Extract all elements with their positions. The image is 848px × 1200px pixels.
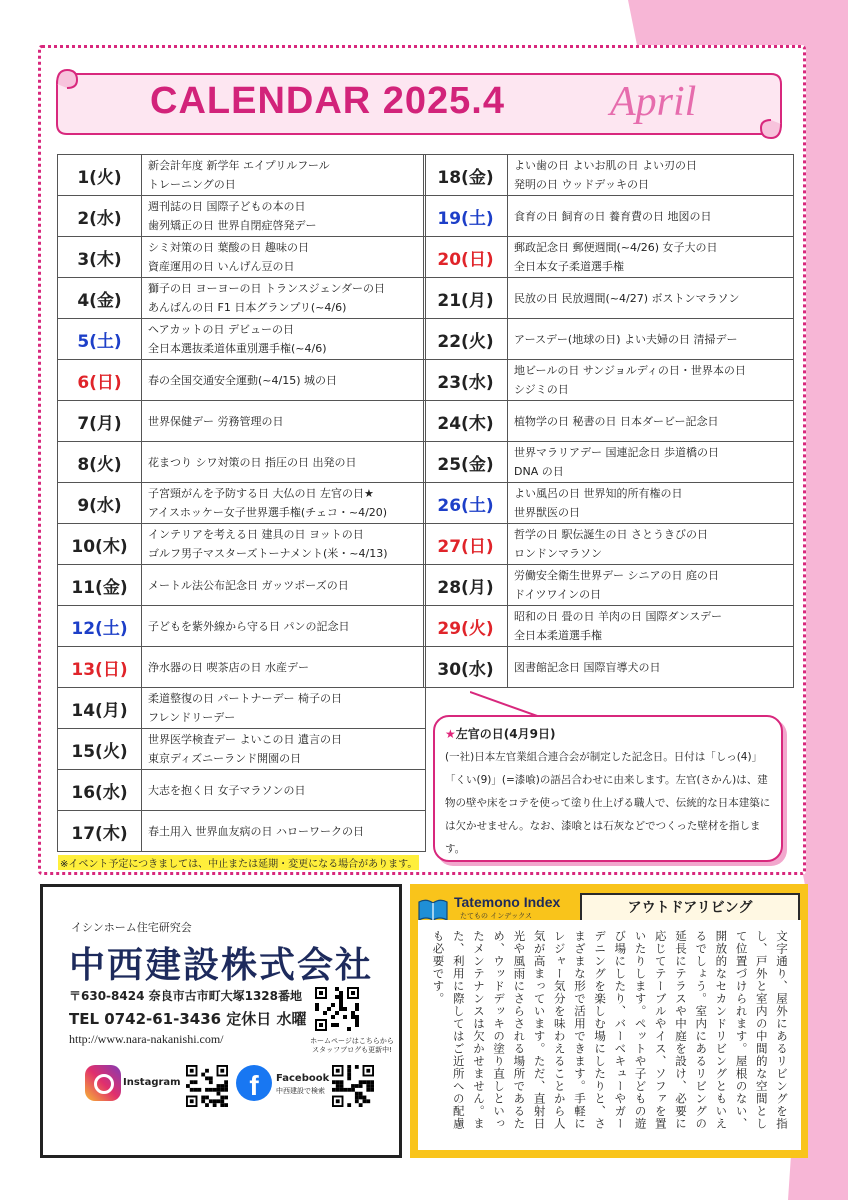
calendar-day: 24(木) xyxy=(424,401,508,442)
calendar-row xyxy=(58,524,426,565)
event-line: 東京ディズニーランド開園の日 xyxy=(148,752,302,765)
bubble-body: (一社)日本左官業組合連合会が制定した記念日。日付は「しっ(4)」「くい(9)」(=漆喰)の語呂合わせに由来します。左官(さかん)は、建物の壁や床をコテを使って塗り仕上げる職人で、伝統的な日本建築には欠かせません。なお、漆喰とは石灰などでつくった壁材を指します。 xyxy=(445,751,771,855)
calendar-row xyxy=(58,442,426,483)
company-tel: TEL 0742-61-3436 定休日 水曜 xyxy=(69,1010,307,1028)
calendar-day: 29(火) xyxy=(424,606,508,647)
tatemono-index-box xyxy=(410,884,808,1158)
calendar-day: 19(土) xyxy=(424,196,508,237)
event-line: 歯列矯正の日 世界自閉症啓発デー xyxy=(148,219,317,232)
event-line: 週刊誌の日 国際子どもの本の日 xyxy=(148,200,306,213)
calendar-row xyxy=(424,524,794,565)
event-line: メートル法公布記念日 ガッツポーズの日 xyxy=(148,578,349,592)
instagram-icon[interactable] xyxy=(85,1065,121,1101)
calendar-events xyxy=(508,155,794,196)
calendar-row xyxy=(424,565,794,606)
calendar-day: 16(水) xyxy=(58,770,142,811)
calendar-left-table xyxy=(57,154,426,852)
calendar-events xyxy=(142,688,426,729)
calendar-events xyxy=(508,237,794,278)
event-line: 花まつり シワ対策の日 指圧の日 出発の日 xyxy=(148,455,357,469)
event-line: 全日本柔道選手権 xyxy=(514,629,602,642)
calendar-row xyxy=(58,811,426,852)
facebook-text: Facebook xyxy=(276,1073,330,1084)
calendar-events xyxy=(508,319,794,360)
calendar-events xyxy=(142,606,426,647)
calendar-row xyxy=(58,278,426,319)
calendar-banner xyxy=(55,66,785,142)
homepage-qr-icon[interactable] xyxy=(315,987,359,1031)
event-line: 子宮頸がんを予防する日 大仏の日 左官の日★ xyxy=(148,487,374,500)
calendar-events xyxy=(508,606,794,647)
company-address: 〒630-8424 奈良市古市町大塚1328番地 xyxy=(69,989,303,1003)
event-line: 世界獣医の日 xyxy=(514,506,580,519)
calendar-row xyxy=(424,319,794,360)
calendar-row xyxy=(58,606,426,647)
calendar-events xyxy=(142,278,426,319)
event-line: ゴルフ男子マスターズトーナメント(米・~4/13) xyxy=(148,547,388,560)
sakan-day-bubble xyxy=(433,715,783,862)
calendar-day: 27(日) xyxy=(424,524,508,565)
calendar-events xyxy=(142,155,426,196)
calendar-events xyxy=(508,401,794,442)
event-line: 世界マラリアデー 国連記念日 歩道橋の日 xyxy=(514,446,719,459)
event-line: フレンドリーデー xyxy=(148,711,236,724)
calendar-events xyxy=(142,811,426,852)
calendar-day: 1(火) xyxy=(58,155,142,196)
calendar-row xyxy=(58,770,426,811)
company-url[interactable]: http://www.nara-nakanishi.com/ xyxy=(69,1032,224,1046)
calendar-events xyxy=(142,319,426,360)
calendar-row xyxy=(58,237,426,278)
event-note: ※イベント予定につきましては、中止または延期・変更になる場合があります。 xyxy=(58,855,419,870)
instagram-label: Instagram xyxy=(123,1077,181,1088)
event-line: 世界保健デー 労務管理の日 xyxy=(148,414,284,428)
calendar-row xyxy=(424,155,794,196)
calendar-events xyxy=(508,565,794,606)
calendar-day: 15(火) xyxy=(58,729,142,770)
event-line: 植物学の日 秘書の日 日本ダービー記念日 xyxy=(514,414,719,428)
calendar-day: 25(金) xyxy=(424,442,508,483)
calendar-events xyxy=(508,647,794,688)
bubble-title xyxy=(445,725,771,742)
calendar-row xyxy=(424,606,794,647)
calendar-row xyxy=(58,647,426,688)
calendar-day: 5(土) xyxy=(58,319,142,360)
calendar-row xyxy=(58,483,426,524)
banner-month: April xyxy=(610,79,697,125)
event-line: 浄水器の日 喫茶店の日 水産デー xyxy=(148,660,309,674)
tatemono-body-area xyxy=(418,920,801,1150)
facebook-label xyxy=(276,1073,329,1097)
company-name: 中西建設株式会社 xyxy=(69,945,374,986)
calendar-day: 23(水) xyxy=(424,360,508,401)
calendar-row xyxy=(58,565,426,606)
event-line: シミ対策の日 葉酸の日 趣味の日 xyxy=(148,241,309,254)
instagram-qr-icon[interactable] xyxy=(186,1065,228,1107)
calendar-day: 3(木) xyxy=(58,237,142,278)
event-line: ドイツワインの日 xyxy=(514,588,602,601)
calendar-events xyxy=(508,524,794,565)
calendar-row xyxy=(424,483,794,524)
event-line: 食育の日 飼育の日 養育費の日 地図の日 xyxy=(514,209,712,223)
event-line: 春土用入 世界血友病の日 ハローワークの日 xyxy=(148,824,364,838)
event-line: 図書館記念日 国際盲導犬の日 xyxy=(514,660,661,674)
calendar-day: 26(土) xyxy=(424,483,508,524)
event-line: 民放の日 民放週間(~4/27) ボストンマラソン xyxy=(514,291,740,305)
calendar-row xyxy=(58,729,426,770)
event-line: あんぱんの日 F1 日本グランプリ(~4/6) xyxy=(148,301,347,314)
tatemono-sub: たてもの インデックス xyxy=(460,912,533,920)
calendar-row xyxy=(424,237,794,278)
calendar-day: 10(木) xyxy=(58,524,142,565)
event-line: 全日本選抜柔道体重別選手権(~4/6) xyxy=(148,342,327,355)
event-line: シジミの日 xyxy=(514,383,569,396)
event-line: 大志を抱く日 女子マラソンの日 xyxy=(148,783,306,797)
event-line: 地ビールの日 サンジョルディの日・世界本の日 xyxy=(514,364,746,377)
event-line: DNA の日 xyxy=(514,465,564,478)
event-line: 獅子の日 ヨーヨーの日 トランスジェンダーの日 xyxy=(148,282,386,295)
calendar-day: 12(土) xyxy=(58,606,142,647)
star-icon: ★ xyxy=(445,727,456,741)
calendar-events xyxy=(142,565,426,606)
company-box xyxy=(40,884,402,1158)
calendar-row xyxy=(424,442,794,483)
calendar-day: 11(金) xyxy=(58,565,142,606)
event-line: 昭和の日 畳の日 羊肉の日 国際ダンスデー xyxy=(514,610,723,623)
calendar-events xyxy=(142,442,426,483)
calendar-events xyxy=(508,278,794,319)
facebook-sub: 中西建設で検索 xyxy=(276,1087,325,1095)
event-line: 全日本女子柔道選手権 xyxy=(514,260,624,273)
qr-note: ホームページはこちらから スタッフブログも更新中! xyxy=(310,1037,394,1054)
calendar-day: 9(水) xyxy=(58,483,142,524)
calendar-day: 4(金) xyxy=(58,278,142,319)
calendar-events xyxy=(142,647,426,688)
event-line: 子どもを紫外線から守る日 パンの記念日 xyxy=(148,619,350,633)
event-line: 春の全国交通安全運動(~4/15) 城の日 xyxy=(148,373,337,387)
event-line: 労働安全衛生世界デー シニアの日 庭の日 xyxy=(514,569,719,582)
event-line: よい風呂の日 世界知的所有権の日 xyxy=(514,487,683,500)
tatemono-title: Tatemono Index xyxy=(454,894,561,910)
event-line: ヘアカットの日 デビューの日 xyxy=(148,323,294,336)
calendar-events xyxy=(508,196,794,237)
event-line: よい歯の日 よいお肌の日 よい刃の日 xyxy=(514,159,697,172)
calendar-events xyxy=(142,360,426,401)
calendar-day: 13(日) xyxy=(58,647,142,688)
calendar-row xyxy=(58,155,426,196)
event-line: アースデー(地球の日) よい夫婦の日 清掃デー xyxy=(514,332,738,346)
calendar-row xyxy=(424,647,794,688)
event-line: 世界医学検査デー よいこの日 遺言の日 xyxy=(148,733,342,746)
calendar-day: 14(月) xyxy=(58,688,142,729)
calendar-day: 30(水) xyxy=(424,647,508,688)
calendar-events xyxy=(142,524,426,565)
calendar-row xyxy=(58,360,426,401)
banner-title: CALENDAR 2025.4 xyxy=(150,80,505,122)
calendar-events xyxy=(142,729,426,770)
calendar-events xyxy=(142,483,426,524)
calendar-row xyxy=(58,196,426,237)
calendar-row xyxy=(424,360,794,401)
calendar-day: 7(月) xyxy=(58,401,142,442)
calendar-row xyxy=(424,278,794,319)
event-line: 柔道整復の日 パートナーデー 椅子の日 xyxy=(148,692,342,705)
calendar-events xyxy=(508,442,794,483)
event-line: 発明の日 ウッドデッキの日 xyxy=(514,178,650,191)
event-line: トレーニングの日 xyxy=(148,178,236,191)
tatemono-heading: アウトドアリビング xyxy=(580,893,800,923)
event-line: 新会計年度 新学年 エイプリルフール xyxy=(148,159,330,172)
calendar-day: 22(火) xyxy=(424,319,508,360)
event-line: 哲学の日 駅伝誕生の日 さとうきびの日 xyxy=(514,528,708,541)
calendar-row xyxy=(424,196,794,237)
calendar-day: 28(月) xyxy=(424,565,508,606)
calendar-day: 21(月) xyxy=(424,278,508,319)
event-line: 資産運用の日 いんげん豆の日 xyxy=(148,260,295,273)
event-line: ロンドンマラソン xyxy=(514,547,602,560)
calendar-day: 2(水) xyxy=(58,196,142,237)
calendar-day: 18(金) xyxy=(424,155,508,196)
calendar-events xyxy=(508,360,794,401)
event-line: 郵政記念日 郵便週間(~4/26) 女子大の日 xyxy=(514,241,718,254)
calendar-events xyxy=(142,770,426,811)
calendar-row xyxy=(424,401,794,442)
event-line: インテリアを考える日 建具の日 ヨットの日 xyxy=(148,528,364,541)
calendar-row xyxy=(58,401,426,442)
calendar-day: 6(日) xyxy=(58,360,142,401)
calendar-day: 8(火) xyxy=(58,442,142,483)
calendar-row xyxy=(58,319,426,360)
facebook-icon[interactable]: f xyxy=(236,1065,272,1101)
calendar-day: 20(日) xyxy=(424,237,508,278)
bubble-title-text: 左官の日(4月9日) xyxy=(455,727,556,741)
book-icon xyxy=(417,898,449,922)
calendar-row xyxy=(58,688,426,729)
calendar-events xyxy=(142,196,426,237)
calendar-right-table xyxy=(423,154,794,688)
calendar-day: 17(木) xyxy=(58,811,142,852)
company-lab: イシンホーム住宅研究会 xyxy=(71,921,192,934)
calendar-events xyxy=(142,401,426,442)
facebook-qr-icon[interactable] xyxy=(332,1065,374,1107)
event-line: アイスホッケー女子世界選手権(チェコ・~4/20) xyxy=(148,506,388,519)
calendar-events xyxy=(508,483,794,524)
tatemono-body: 文字通り、屋外にあるリビングを指し、戸外と室内の中間的な空間として位置づけられます。屋根のない、開放的なセカンドリビングともいえるでしょう。室内にあるリビングの延長にテラスや中庭を設け、必要に応じてテーブルやイス、ソファを置いたりします。ペットや子どもの遊び場にしたり、バーベキューやガーデニングを楽しむ場にしたりと、さまざまな形で活用できます。手軽にレジャー気分を味わえることから人気が高まっています。ただ、直射日光や風雨にさらされる場所であるため、ウッドデッキの塗り直しといったメンテナンスは欠かせません。また、利用に際してはご近所への配慮も必要です。 xyxy=(431,930,789,1130)
calendar-events xyxy=(142,237,426,278)
